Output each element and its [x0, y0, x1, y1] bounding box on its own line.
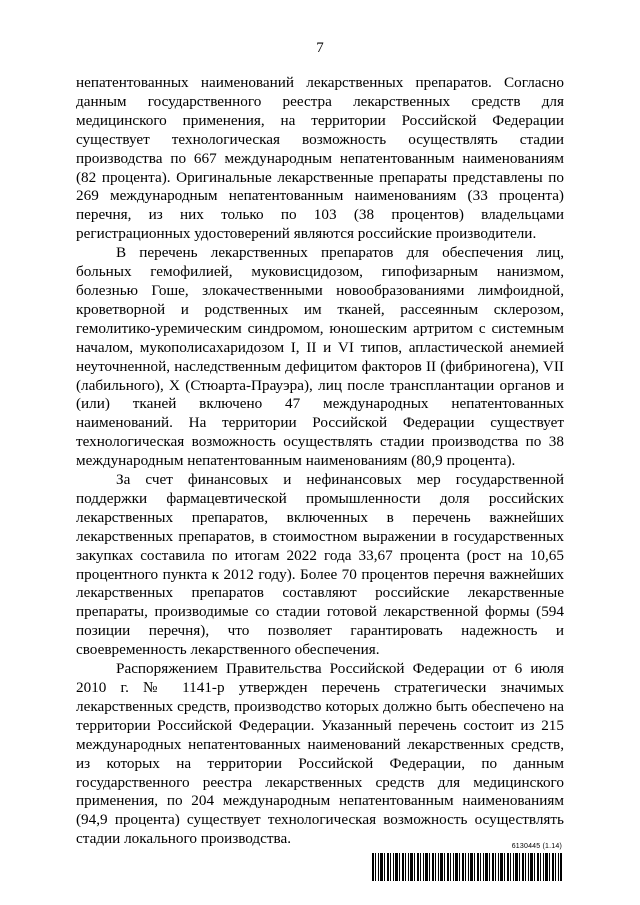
document-stamp	[372, 843, 562, 883]
paragraph-2: В перечень лекарственных препаратов для обеспечения лиц, больных гемофилией, муковисцидозом, гипофизарным нанизмом, болезнью Гоше, злокачественными новообразованиями лимфоидной, кроветворной и родственных им тканей, рассеянным склерозом, гемолитико-уремическим синдромом, юношеским артритом с системным началом, мукополисахаридозом I, II и VI типов, апластической анемией неуточненной, наследственным дефицитом факторов II (фибриногена), VII (лабильного), X (Стюарта-Прауэра), лиц после трансплантации органов и (или) тканей включено 47 международных непатентованных наименований. На территории Российской Федерации существует технологическая возможность осуществлять стадии производства по 38 международным непатентованным наименованиям (80,9 процента).	[76, 244, 564, 470]
paragraph-3: За счет финансовых и нефинансовых мер государственной поддержки фармацевтической промышленности доля российских лекарственных препаратов, включенных в перечень важнейших лекарственных препаратов, в стоимостном выражении в государственных закупках составила по итогам 2022 года 33,67 процента (рост на 10,65 процентного пункта к 2012 году). Более 70 процентов перечня важнейших лекарственных препаратов составляют российские лекарственные препараты, производимые со стадии готовой лекарственной формы (594 позиции перечня), что позволяет гарантировать надежность и своевременность лекарственного обеспечения.	[76, 471, 564, 659]
paragraph-1: непатентованных наименований лекарственных препаратов. Согласно данным государственного реестра лекарственных средств для медицинского применения, на территории Российской Федерации существует технологическая возможность осуществлять стадии производства по 667 международным непатентованным наименованиям (82 процента). Оригинальные лекарственные препараты представлены по 269 международным непатентованным наименованиям (33 процента) перечня, из них только по 103 (38 процентов) владельцами регистрационных удостоверений являются российские производители.	[76, 74, 564, 243]
paragraph-4: Распоряжением Правительства Российской Федерации от 6 июля 2010 г. № 1141-р утвержден перечень стратегически значимых лекарственных средств, производство которых должно быть обеспечено на территории Российской Федерации. Указанный перечень состоит из 215 международных непатентованных наименований лекарственных средств, из которых на территории Российской Федерации, по данным государственного реестра лекарственных средств для медицинского применения, по 204 международным непатентованным наименованиям (94,9 процента) существует технологическая возможность осуществлять стадии локального производства.	[76, 660, 564, 848]
page-number: 7	[316, 40, 324, 56]
stamp-code: 6130445 (1.14)	[511, 843, 562, 850]
body-text	[76, 74, 564, 849]
barcode-icon	[372, 853, 562, 881]
